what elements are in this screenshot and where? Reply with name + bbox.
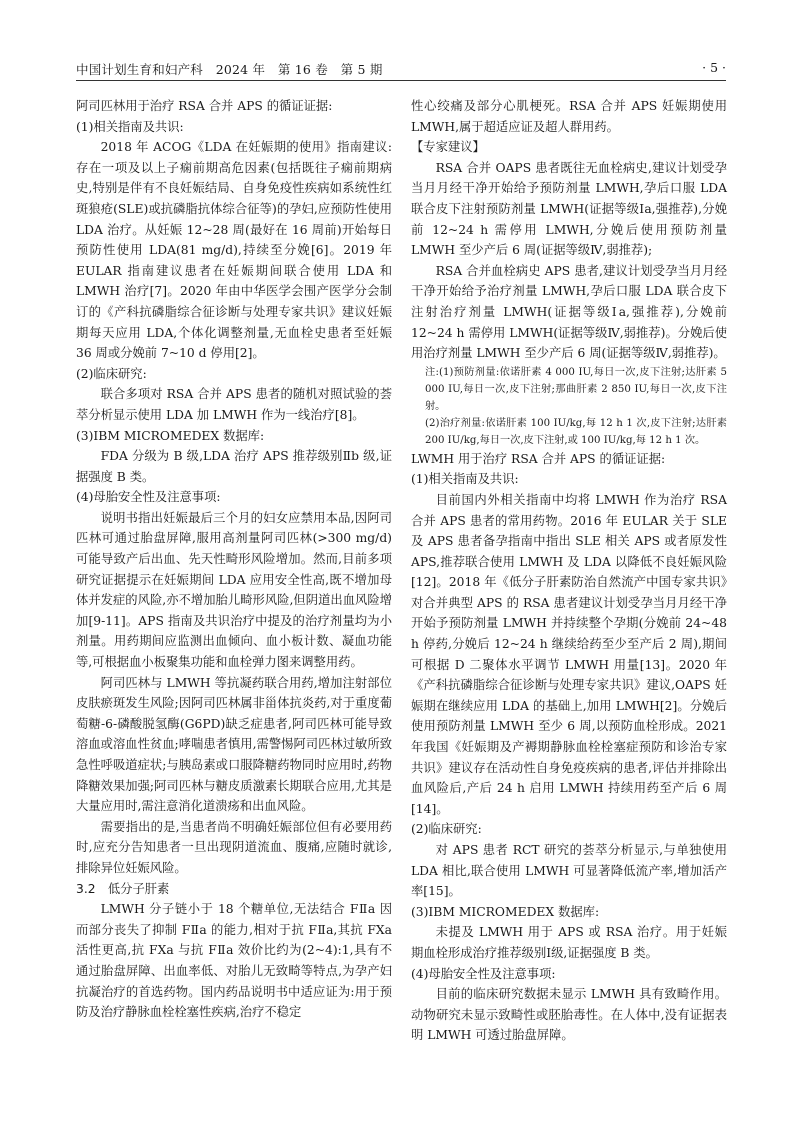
subheading-expert-advice: 【专家建议】 — [411, 140, 485, 155]
running-header — [76, 58, 726, 81]
journal-info: 中国计划生育和妇产科 2024 年 第 16 卷 第 5 期 — [76, 62, 383, 77]
subheading-safety: (4)母胎安全性及注意事项: — [76, 490, 221, 505]
paragraph-safety: 说明书指出妊娠最后三个月的妇女应禁用本品,因阿司匹林可通过胎盘屏障,服用高剂量阿司匹林(>300 mg/d)可能导致产后出血、先天性畸形风险增加。然而,目前多项研究证据提示在妊娠期间 LDA 应用安全性高,既不增加母体并发症的风险,亦不增加胎儿畸形风险,但阴道出血风险增加[9-11]。APS 指南及共识治疗中提及的治疗剂量均为小剂量。用药期间应监测出血倾向、血小板计数、凝血功能等,可根据血小板聚集功能和血栓弹力图来调整用药。 — [76, 510, 392, 670]
subheading-safety-2: (4)母胎安全性及注意事项: — [411, 966, 556, 981]
paragraph-guidelines: 2018 年 ACOG《LDA 在妊娠期的使用》指南建议:存在一项及以上子痫前期高危因素(包括既往子痫前期病史,特别是伴有不良妊娠结局、自身免疫性疾病如系统性红斑狼疮(SLE)或抗磷脂抗体综合征等)的孕妇,应预防性使用 LDA 治疗。从妊娠 12~28 周(最好在 16 周前)开始每日预防性使用 LDA(81 mg/d),持续至分娩[6]。2019 年 EULAR 指南建议患者在妊娠期间联合使用 LDA 和 LMWH 治疗[7]。2020 年由中华医学会围产医学分会制订的《产科抗磷脂综合征诊断与处理专家共识》建议妊娠期每天应用 LDA,个体化调整剂量,无血栓史患者至妊娠 36 周或分娩前 7~10 d 停用[2]。 — [76, 140, 392, 361]
paragraph-clinical-research: 联合多项对 RSA 合并 APS 患者的随机对照试验的荟萃分析显示使用 LDA 加 LMWH 作为一线治疗[8]。 — [76, 387, 392, 422]
subheading-clinical-research-2: (2)临床研究: — [411, 822, 482, 837]
subheading-guidelines-2: (1)相关指南及共识: — [411, 472, 519, 487]
left-column — [76, 96, 392, 1023]
paragraph-micromedex: FDA 分级为 B 级,LDA 治疗 APS 推荐级别Ⅱb 级,证据强度 B 类。 — [76, 449, 392, 484]
paragraph-micromedex-2: 未提及 LMWH 用于 APS 或 RSA 治疗。用于妊娠期血栓形成治疗推荐级别Ⅰ级,证据强度 B 类。 — [411, 925, 727, 960]
paragraph-interactions: 阿司匹林与 LMWH 等抗凝药联合用药,增加注射部位皮肤瘀斑发生风险;因阿司匹林属非甾体抗炎药,对于重度葡萄糖-6-磷酸脱氢酶(G6PD)缺乏症患者,阿司匹林可能导致溶血或溶血性贫血;哮喘患者慎用,需警惕阿司匹林过敏所致急性呼吸道症状;与胰岛素或口服降糖药物同时应用时,药物降糖效果加强;阿司匹林与糖皮质激素长期联合应用,尤其是大量应用时,需注意消化道溃疡和出血风险。 — [76, 675, 392, 814]
subheading-micromedex: (3)IBM MICROMEDEX 数据库: — [76, 428, 265, 443]
subheading-micromedex-2: (3)IBM MICROMEDEX 数据库: — [411, 904, 600, 919]
paragraph-expert-thrombosis: RSA 合并血栓病史 APS 患者,建议计划受孕当月月经干净开始给予治疗剂量 LMWH,孕后口服 LDA 联合皮下注射治疗剂量 LMWH(证据等级Ⅰa,强推荐),分娩前 12~24 h 需停用 LMWH(证据等级Ⅳ,弱推荐)。分娩后使用治疗剂量 LMWH 至少产后 6 周(证据等级Ⅳ,弱推荐)。 — [411, 263, 727, 361]
right-column — [411, 96, 727, 1046]
subheading-clinical-research: (2)临床研究: — [76, 366, 147, 381]
paragraph-safety-2: 目前的临床研究数据未显示 LMWH 具有致畸作用。动物研究未显示致畸性或胚胎毒性。在人体中,没有证据表明 LMWH 可透过胎盘屏障。 — [411, 987, 727, 1043]
paragraph-lmwh-intro: LMWH 分子链小于 18 个糖单位,无法结合 FⅡa 因而部分丧失了抑制 FⅡa 的能力,相对于抗 FⅡa,其抗 FXa 活性更高,抗 FXa 与抗 FⅡa 效价比约为(2~4):1,具有不通过胎盘屏障、出血率低、对胎儿无致畸等特点,为孕产妇抗凝治疗的首选药物。国内药品说明书中适应证为:用于预防及治疗静脉血栓栓塞性疾病,治疗不稳定 — [76, 902, 392, 1020]
paragraph-clinical-research-2: 对 APS 患者 RCT 研究的荟萃分析显示,与单独使用 LDA 相比,联合使用 LMWH 可显著降低流产率,增加活产率[15]。 — [411, 843, 727, 899]
section-heading-lmwh-evidence: LWMH 用于治疗 RSA 合并 APS 的循证证据: — [411, 451, 666, 466]
subheading-guidelines: (1)相关指南及共识: — [76, 119, 184, 134]
note-therapeutic-dose: (2)治疗剂量:依诺肝素 100 IU/kg,每 12 h 1 次,皮下注射;达肝素 200 IU/kg,每日一次,皮下注射,或 100 IU/kg,每 12 h 1 次。 — [425, 417, 727, 446]
section-heading-aspirin-evidence: 阿司匹林用于治疗 RSA 合并 APS 的循证证据: — [76, 99, 333, 113]
note-prophylactic-dose: 注:(1)预防剂量:依诺肝素 4 000 IU,每日一次,皮下注射;达肝素 5 000 IU,每日一次,皮下注射;那曲肝素 2 850 IU,每日一次,皮下注射。 — [425, 366, 727, 412]
page-number: · 5 · — [702, 60, 726, 75]
paragraph-lmwh-continued: 性心绞痛及部分心肌梗死。RSA 合并 APS 妊娠期使用 LMWH,属于超适应证及超人群用药。 — [411, 99, 727, 134]
paragraph-guidelines-2: 目前国内外相关指南中均将 LMWH 作为治疗 RSA 合并 APS 患者的常用药物。2016 年 EULAR 关于 SLE 及 APS 患者备孕指南中指出 SLE 相关 APS 或者原发性 APS,推荐联合使用 LMWH 及 LDA 以降低不良妊娠风险[12]。2018 年《低分子肝素防治自然流产中国专家共识》对合并典型 APS 的 RSA 患者建议计划受孕当月月经干净开始予预防剂量 LMWH 并持续整个孕期(分娩前 24~48 h 停药,分娩后 12~24 h 继续给药至少至产后 2 周),期间可根据 D 二聚体水平调节 LMWH 用量[13]。2020 年《产科抗磷脂综合征诊断与处理专家共识》建议,OAPS 妊娠期在继续应用 LDA 的基础上,加用 LMWH[2]。分娩后使用预防剂量 LMWH 至少 6 周,以预防血栓形成。2021 年我国《妊娠期及产褥期静脉血栓栓塞症预防和诊治专家共识》建议存在活动性自身免疫疾病的患者,评估并排除出血风险后,产后 24 h 启用 LMWH 持续用药至产后 6 周[14]。 — [411, 492, 727, 816]
paragraph-expert-oaps: RSA 合并 OAPS 患者既往无血栓病史,建议计划受孕当月月经干净开始给予预防剂量 LMWH,孕后口服 LDA 联合皮下注射预防剂量 LMWH(证据等级Ⅰa,强推荐),分娩前 12~24 h 需停用 LMWH,分娩后使用预防剂量 LMWH 至少产后 6 周(证据等级Ⅳ,弱推荐); — [411, 160, 727, 258]
section-heading-lmwh: 3.2 低分子肝素 — [76, 881, 170, 896]
paragraph-ectopic: 需要指出的是,当患者尚不明确妊娠部位但有必要用药时,应充分告知患者一旦出现阴道流血、腹痛,应随时就诊,排除异位妊娠风险。 — [76, 819, 392, 875]
